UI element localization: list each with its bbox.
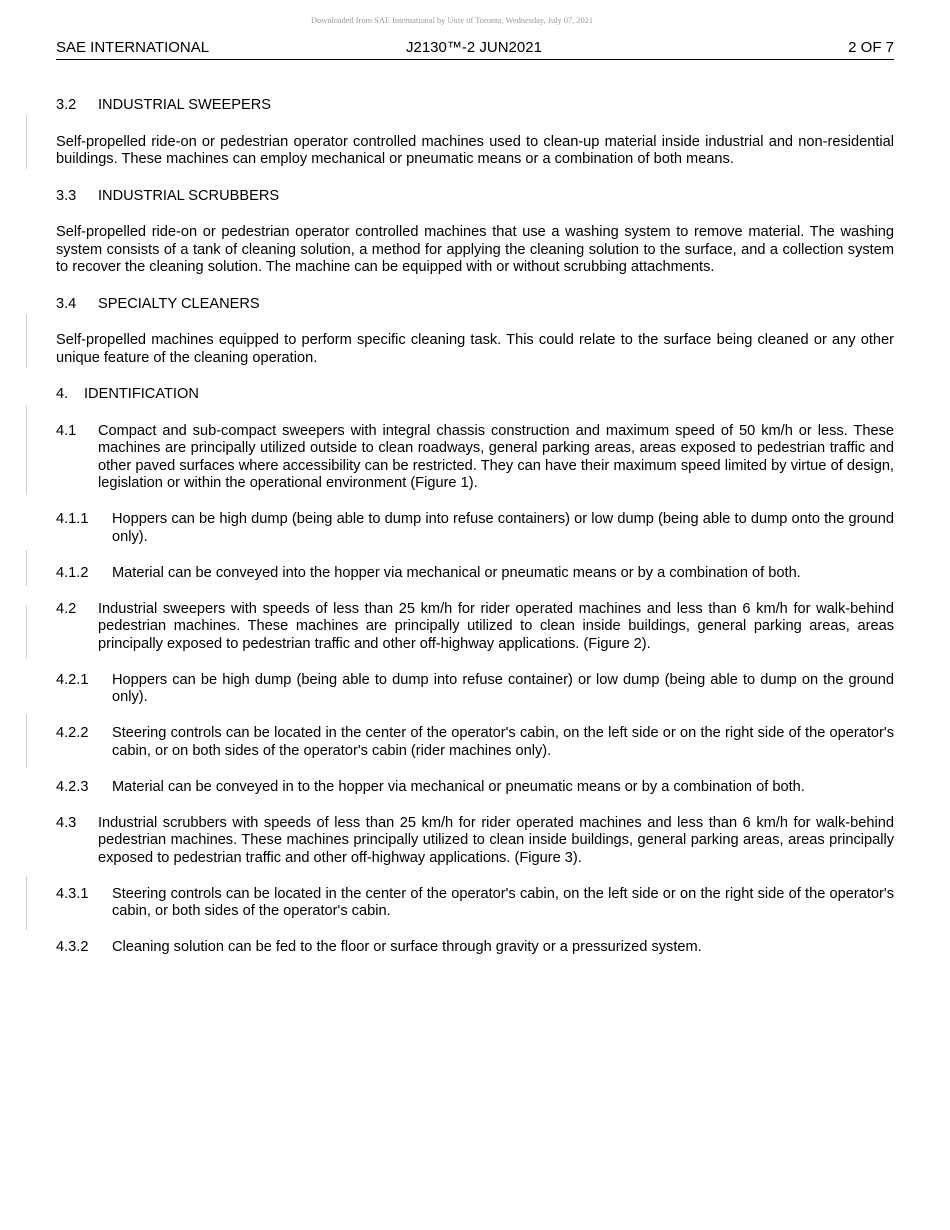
change-bar: [26, 405, 27, 495]
list-item-4-2: [56, 601, 894, 654]
section-number: 3.3: [56, 187, 77, 204]
section-title: SPECIALTY CLEANERS: [98, 295, 260, 312]
list-item-4-1: [56, 423, 894, 493]
item-text: Cleaning solution can be fed to the floor or surface through gravity or a pressurized system.: [112, 939, 702, 955]
list-item-4-2-2: [56, 725, 894, 760]
item-number: 4.2: [56, 600, 77, 617]
item-number: 4.2.3: [56, 778, 89, 795]
header-document-id: J2130™-2 JUN2021: [406, 39, 542, 56]
section-title: IDENTIFICATION: [84, 386, 199, 402]
section-heading-4: [56, 386, 894, 404]
section-title: INDUSTRIAL SWEEPERS: [98, 97, 271, 113]
item-text: Hoppers can be high dump (being able to dump into refuse container) or low dump (being able to dump on the ground only).: [112, 671, 894, 705]
item-text: Steering controls can be located in the center of the operator's cabin, on the left side or on the right side of the operator's cabin, or both sides of the operator's cabin.: [112, 885, 894, 919]
item-number: 4.1.2: [56, 564, 89, 581]
list-item-4-3-1: [56, 886, 894, 921]
item-text: Hoppers can be high dump (being able to dump into refuse containers) or low dump (being able to dump onto the ground only).: [112, 511, 894, 545]
section-paragraph: Self-propelled ride-on or pedestrian operator controlled machines used to clean-up material inside industrial and non-residential buildings. These machines can employ mechanical or pneumatic means or a combination of both means.: [56, 133, 894, 167]
list-item-4-3: [56, 815, 894, 868]
item-number: 4.3: [56, 814, 77, 831]
item-number: 4.2.2: [56, 725, 89, 741]
list-item-4-3-2: [56, 939, 894, 957]
change-bar: [26, 714, 27, 768]
header-publisher: SAE INTERNATIONAL: [56, 39, 210, 56]
page-header: [56, 39, 894, 60]
section-paragraph: Self-propelled ride-on or pedestrian operator controlled machines that use a washing system to remove material. The washing system consists of a tank of cleaning solution, a method for applying the cleaning solution to the surface, and a collection system to recover the cleaning solution. The machine can be equipped with or without scrubbing attachments.: [56, 224, 894, 275]
change-bar: [26, 876, 27, 930]
section-number: 4.: [56, 386, 69, 402]
item-text: Steering controls can be located in the center of the operator's cabin, on the left side or on the right side of the operator's cabin, or on both sides of the operator's cabin (rider machines only).: [112, 725, 894, 759]
section-heading-3-3: [56, 188, 894, 206]
item-text: Industrial scrubbers with speeds of less than 25 km/h for rider operated machines and less than 6 km/h for walk-behind pedestrian machines. These machines principally utilized to clean inside buildings, general parking areas, areas principally exposed to pedestrian traffic and other off-highway applications. (Figure 3).: [98, 814, 894, 866]
item-number: 4.3.1: [56, 885, 89, 902]
list-item-4-2-3: [56, 779, 894, 797]
change-bar: [26, 314, 27, 368]
list-item-4-2-1: [56, 672, 894, 707]
section-heading-3-4: [56, 296, 894, 314]
section-number: 3.4: [56, 295, 77, 312]
item-text: Industrial sweepers with speeds of less than 25 km/h for rider operated machines and less than 6 km/h for walk-behind pedestrian machines. These machines are principally utilized to clean inside buildings, general parking areas, areas principally exposed to pedestrian traffic and other off-highway applications. (Figure 2).: [98, 600, 894, 652]
change-bar: [26, 605, 27, 659]
item-text: Compact and sub-compact sweepers with integral chassis construction and maximum speed of 50 km/h or less. These machines are principally utilized outside to clean roadways, general parking areas, areas exposed to pedestrian traffic and other paved surfaces where accessibility can be restricted. They can have their maximum speed limited by virtue of design, legislation or within the operational environment (Figure 1).: [98, 422, 894, 491]
list-item-4-1-1: [56, 511, 894, 546]
item-text: Material can be conveyed into the hopper via mechanical or pneumatic means or by a combination of both.: [112, 564, 801, 581]
item-number: 4.3.2: [56, 939, 89, 955]
section-number: 3.2: [56, 97, 77, 113]
change-bar: [26, 115, 27, 169]
page-body: [56, 97, 894, 957]
list-item-4-1-2: [56, 565, 894, 583]
item-text: Material can be conveyed in to the hopper via mechanical or pneumatic means or by a combination of both.: [112, 778, 805, 795]
item-number: 4.2.1: [56, 671, 89, 688]
section-paragraph: Self-propelled machines equipped to perform specific cleaning task. This could relate to the surface being cleaned or any other unique feature of the cleaning operation.: [56, 332, 894, 366]
section-heading-3-2: [56, 97, 894, 115]
item-number: 4.1: [56, 422, 77, 439]
download-watermark: Downloaded from SAE International by Univ of Toronto, Wednesday, July 07, 2021: [310, 16, 594, 25]
change-bar: [26, 550, 27, 586]
item-number: 4.1.1: [56, 511, 89, 527]
section-title: INDUSTRIAL SCRUBBERS: [98, 187, 280, 204]
header-page-number: 2 OF 7: [848, 39, 894, 56]
